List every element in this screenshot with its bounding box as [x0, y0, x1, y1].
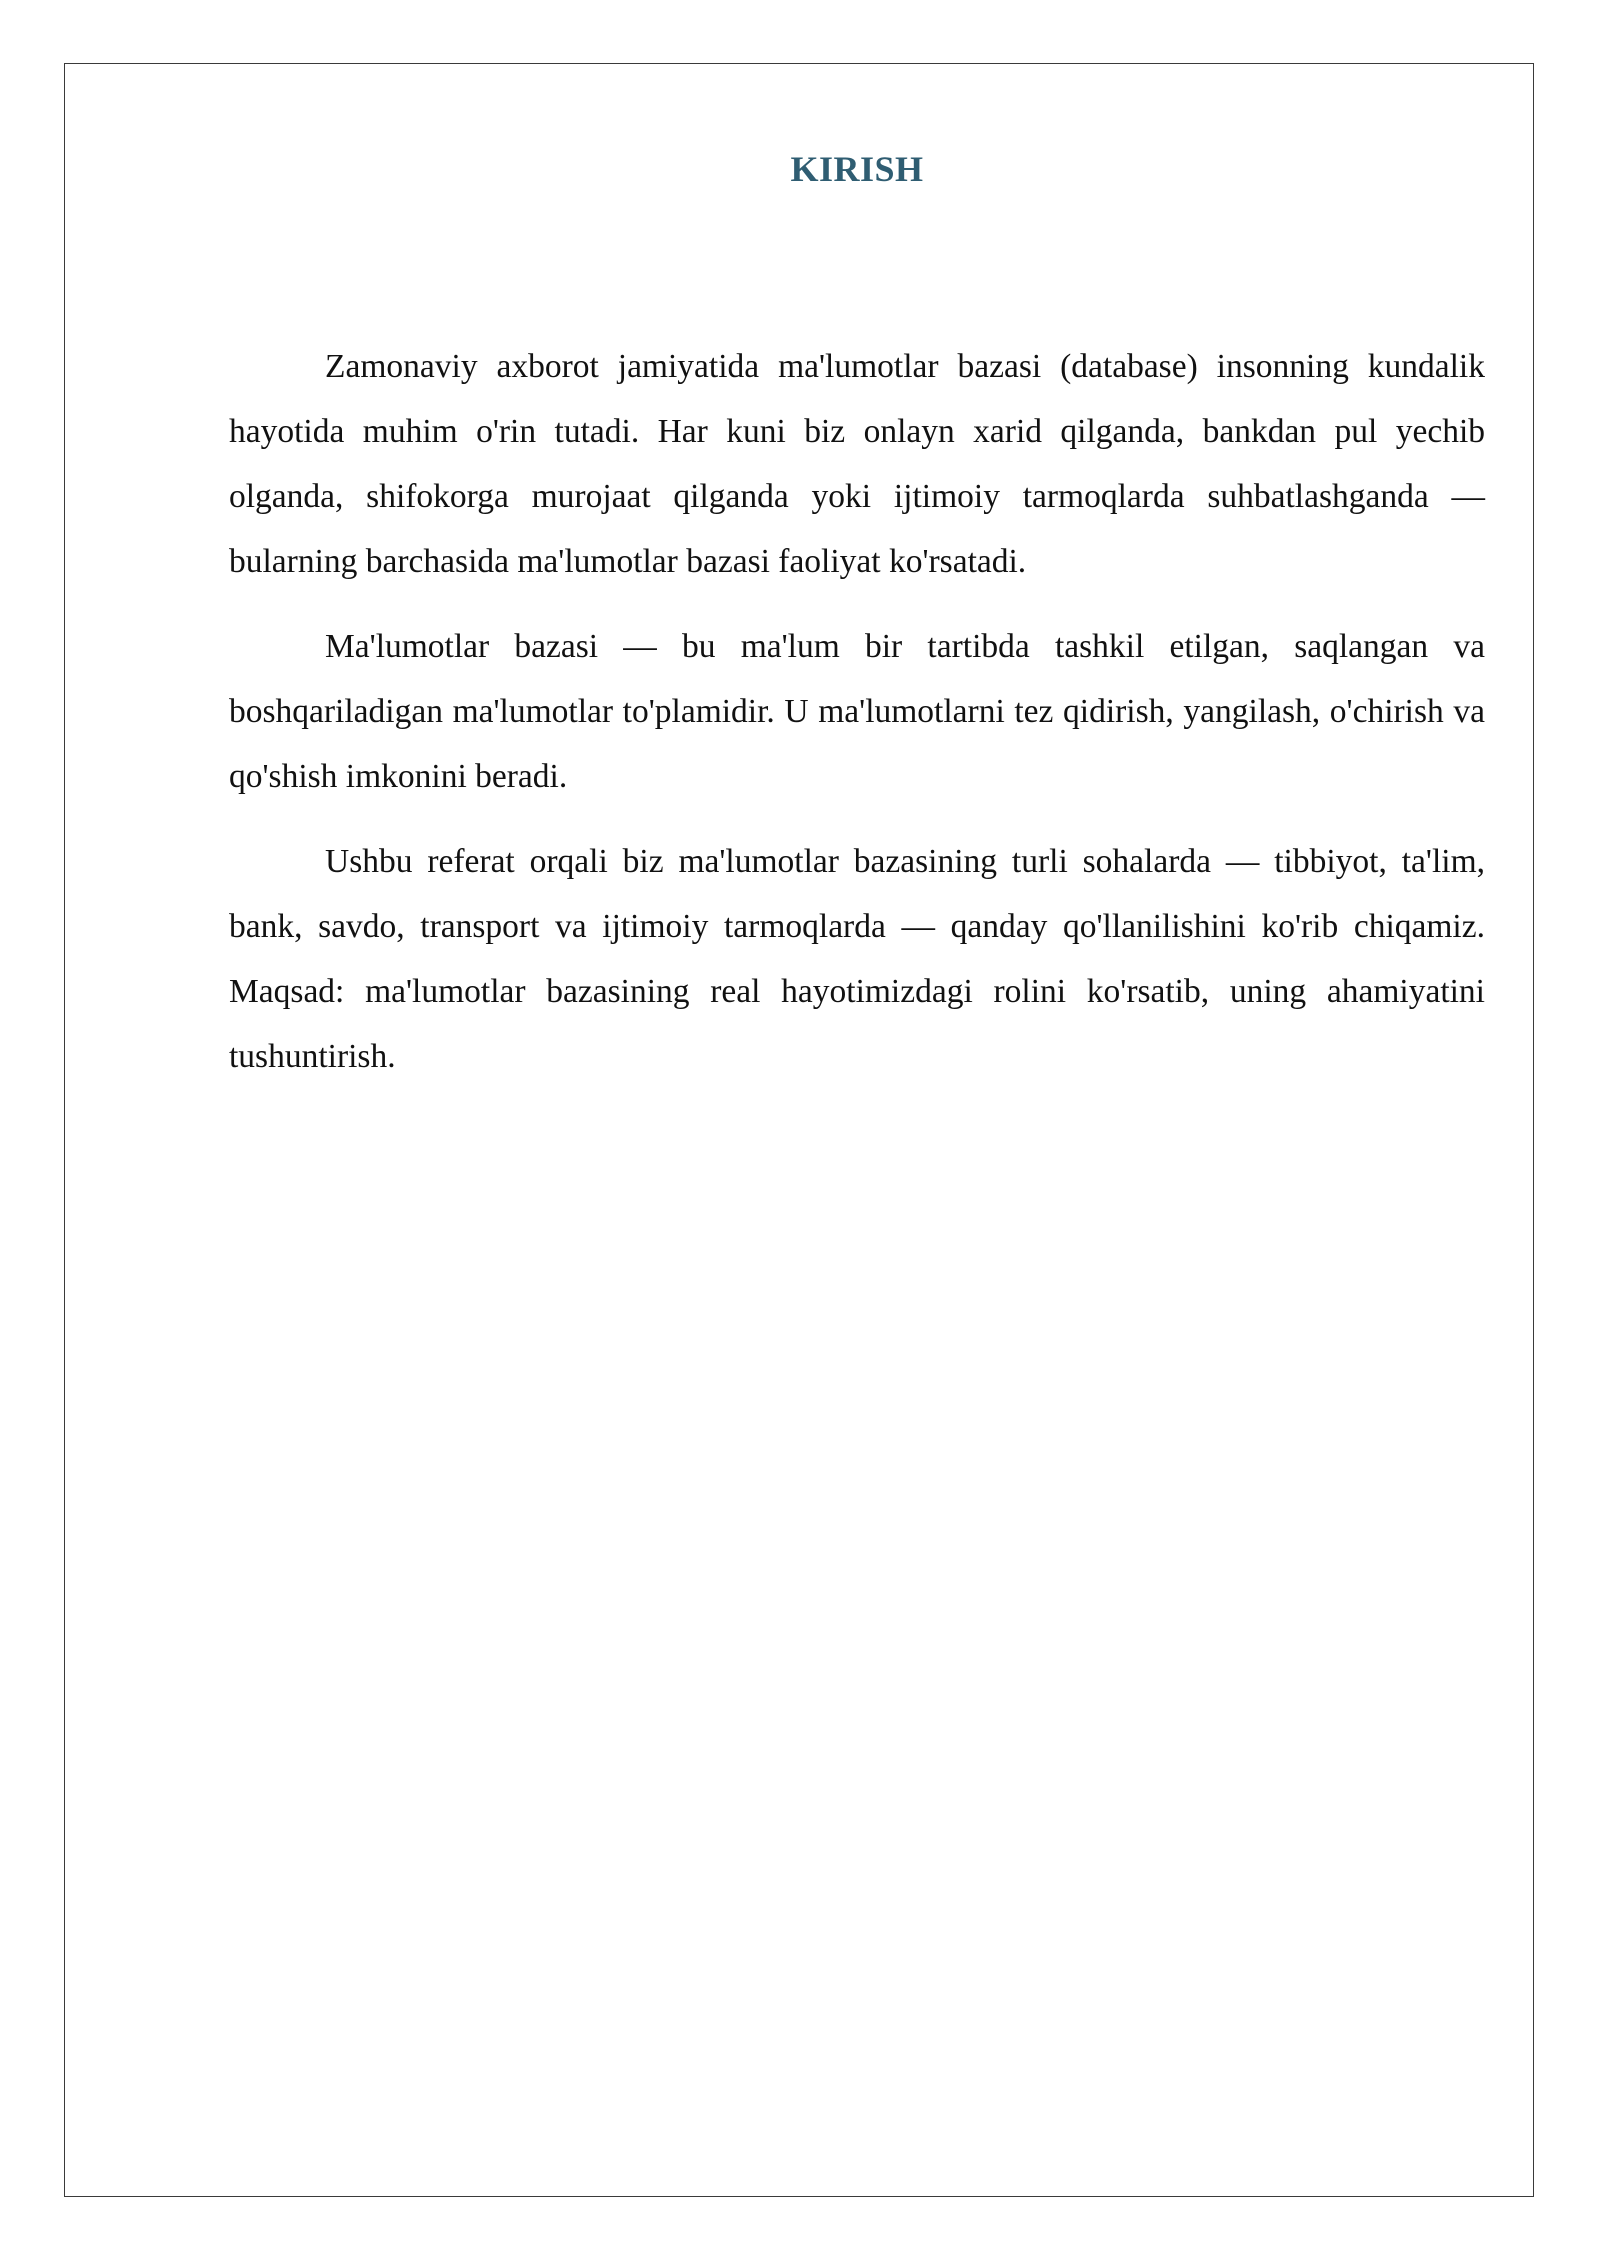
- paragraph-2: Ma'lumotlar bazasi — bu ma'lum bir tartibda tashkil etilgan, saqlangan va boshqariladigan ma'lumotlar to'plamidir. U ma'lumotlarni tez qidirish, yangilash, o'chirish va qo'shish imkonini beradi.: [229, 628, 1485, 795]
- body-text: [229, 334, 1485, 1109]
- paragraph-3: Ushbu referat orqali biz ma'lumotlar bazasining turli sohalarda — tibbiyot, ta'lim, bank, savdo, transport va ijtimoiy tarmoqlarda — qanday qo'llanilishini ko'rib chiqamiz. Maqsad: ma'lumotlar bazasining real hayotimizdagi rolini ko'rsatib, uning ahamiyatini tushuntirish.: [229, 843, 1485, 1075]
- paragraph-1: Zamonaviy axborot jamiyatida ma'lumotlar bazasi (database) insonning kundalik hayotida muhim o'rin tutadi. Har kuni biz onlayn xarid qilganda, bankdan pul yechib olganda, shifokorga murojaat qilganda yoki ijtimoiy tarmoqlarda suhbatlashganda — bularning barchasida ma'lumotlar bazasi faoliyat ko'rsatadi.: [229, 348, 1485, 580]
- section-heading: KIRISH: [790, 149, 924, 189]
